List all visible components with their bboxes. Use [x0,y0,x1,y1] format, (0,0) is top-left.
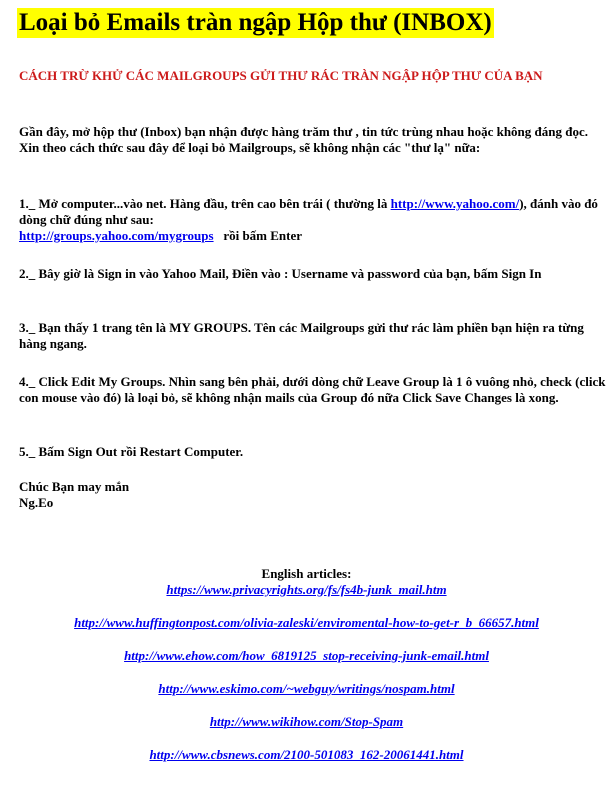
article-link[interactable]: http://www.wikihow.com/Stop-Spam [209,714,404,729]
english-articles-heading: English articles: [261,566,352,581]
article-link[interactable]: http://www.cbsnews.com/2100-501083_162-20061441.html [149,747,464,762]
signature: Ng.Eo [19,495,54,510]
step-4-paragraph: 4._ Click Edit My Groups. Nhìn sang bên phải, dưới dòng chữ Leave Group là 1 ô vuông nhỏ, check (click con mouse vào đó) là loại bỏ, sẽ không nhận mails của Group đó nữa Click Save Changes là xong. [19,374,606,405]
article-link[interactable]: http://www.eskimo.com/~webguy/writings/nospam.html [158,681,455,696]
article-link[interactable]: https://www.privacyrights.org/fs/fs4b-junk_mail.htm [166,582,447,597]
step-1-text-c: rồi bấm Enter [213,228,303,243]
step-2-paragraph: 2._ Bây giờ là Sign in vào Yahoo Mail, Điền vào : Username và password của bạn, bấm Sign In [19,266,542,281]
closing-text: Chúc Bạn may mắn [19,479,130,494]
step-3-paragraph: 3._ Bạn thấy 1 trang tên là MY GROUPS. Tên các Mailgroups gửi thư rác làm phiền bạn hiện ra từng hàng ngang. [19,320,584,351]
step-5-paragraph: 5._ Bấm Sign Out rồi Restart Computer. [19,444,244,459]
intro-paragraph: Gần đây, mở hộp thư (Inbox) bạn nhận được hàng trăm thư , tin tức trùng nhau hoặc không đáng đọc. Xin theo cách thức sau đây để loại bỏ Mailgroups, sẽ không nhận các "thư lạ" nữa: [19,124,588,155]
article-link[interactable]: http://www.ehow.com/how_6819125_stop-receiving-junk-email.html [124,648,489,663]
step-1-paragraph [19,196,609,244]
subtitle-heading: CÁCH TRỪ KHỬ CÁC MAILGROUPS GỬI THƯ RÁC TRÀN NGẬP HỘP THƯ CỦA BẠN [19,68,543,83]
step-1-text-a: 1._ Mở computer...vào net. Hàng đầu, trên cao bên trái ( thường là [19,196,391,211]
yahoo-groups-link[interactable]: http://groups.yahoo.com/mygroups [19,228,214,243]
page-title: Loại bỏ Emails tràn ngập Hộp thư (INBOX) [19,9,492,36]
english-articles-section [0,566,613,763]
step-1-text-b: ), đánh vào đó dòng chữ đúng như sau: [19,196,598,227]
yahoo-link[interactable]: http://www.yahoo.com/ [390,196,520,211]
article-link[interactable]: http://www.huffingtonpost.com/olivia-zaleski/enviromental-how-to-get-r_b_66657.html [74,615,539,630]
